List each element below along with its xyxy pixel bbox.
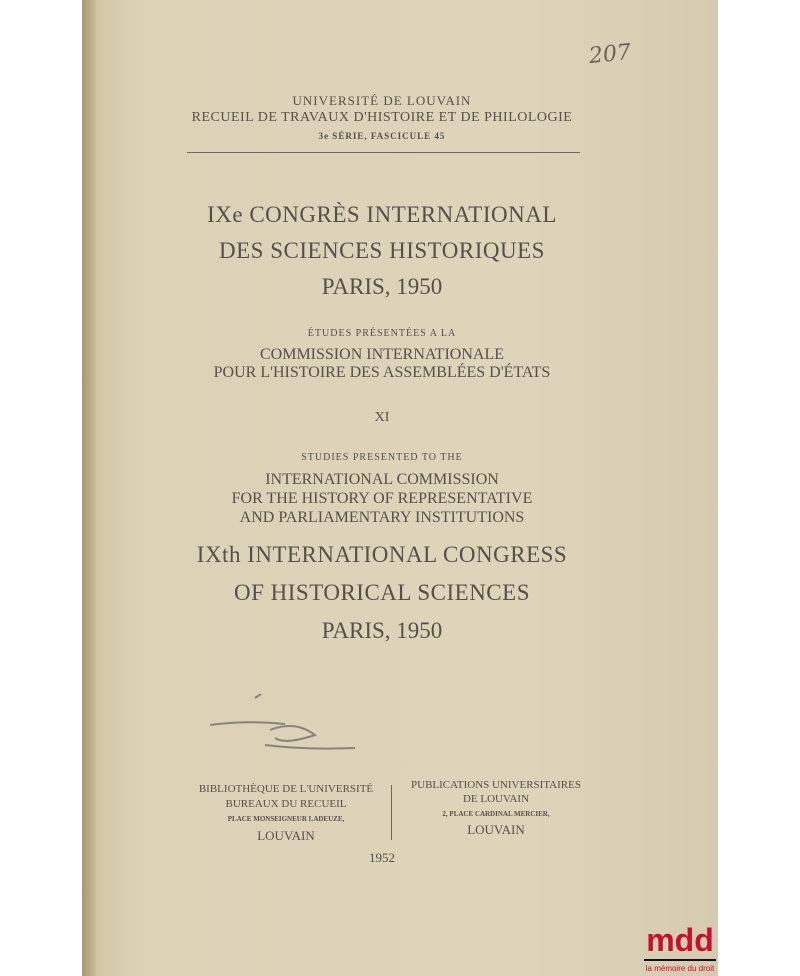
logo-text: mdd bbox=[646, 922, 714, 958]
publisher-right-2: DE LOUVAIN bbox=[462, 793, 530, 805]
title-fr-1: IXe CONGRÈS INTERNATIONAL bbox=[207, 202, 557, 227]
publisher-divider bbox=[391, 785, 392, 840]
subtitle-fr-1: COMMISSION INTERNATIONALE bbox=[260, 346, 504, 363]
handwritten-number: 207 bbox=[587, 39, 633, 70]
publisher-left-2: BUREAUX DU RECUEIL bbox=[225, 798, 347, 810]
volume-number: XI bbox=[374, 410, 390, 425]
university: UNIVERSITÉ DE LOUVAIN bbox=[292, 93, 472, 108]
library-stamp-icon bbox=[205, 690, 365, 760]
fascicle: 3e SÉRIE, FASCICULE 45 bbox=[318, 131, 446, 141]
subtitle-en-3: AND PARLIAMENTARY INSTITUTIONS bbox=[239, 509, 525, 526]
logo-rule bbox=[644, 959, 716, 961]
publisher-left-1: BIBLIOTHÈQUE DE L'UNIVERSITÉ bbox=[198, 783, 374, 795]
publisher-right-city: LOUVAIN bbox=[467, 822, 525, 837]
publisher-left-3: PLACE MONSEIGNEUR LADEUZE, bbox=[227, 815, 345, 823]
divider bbox=[187, 152, 580, 153]
title-en-1: IXth INTERNATIONAL CONGRESS bbox=[196, 542, 568, 567]
subtitle-en-1: INTERNATIONAL COMMISSION bbox=[265, 471, 499, 488]
series: RECUEIL DE TRAVAUX D'HISTOIRE ET DE PHILOLOGIE bbox=[191, 110, 573, 125]
title-en-2: OF HISTORICAL SCIENCES bbox=[234, 580, 530, 605]
publication-year: 1952 bbox=[369, 850, 395, 865]
title-fr-3: PARIS, 1950 bbox=[321, 274, 443, 299]
publisher-right-1: PUBLICATIONS UNIVERSITAIRES bbox=[411, 779, 581, 791]
subtitle-en-intro: STUDIES PRESENTED TO THE bbox=[301, 452, 463, 463]
subtitle-en-2: FOR THE HISTORY OF REPRESENTATIVE bbox=[231, 490, 533, 507]
subtitle-fr-intro: ÉTUDES PRÉSENTÉES A LA bbox=[307, 328, 457, 339]
publisher-right-3: 2, PLACE CARDINAL MERCIER, bbox=[442, 810, 550, 818]
publisher-left-city: LOUVAIN bbox=[257, 828, 315, 843]
logo-tagline: la mémoire du droit bbox=[645, 964, 715, 973]
title-fr-2: DES SCIENCES HISTORIQUES bbox=[219, 238, 545, 263]
title-en-3: PARIS, 1950 bbox=[321, 618, 443, 643]
mdd-watermark-logo bbox=[640, 924, 720, 976]
subtitle-fr-2: POUR L'HISTOIRE DES ASSEMBLÉES D'ÉTATS bbox=[213, 364, 551, 381]
